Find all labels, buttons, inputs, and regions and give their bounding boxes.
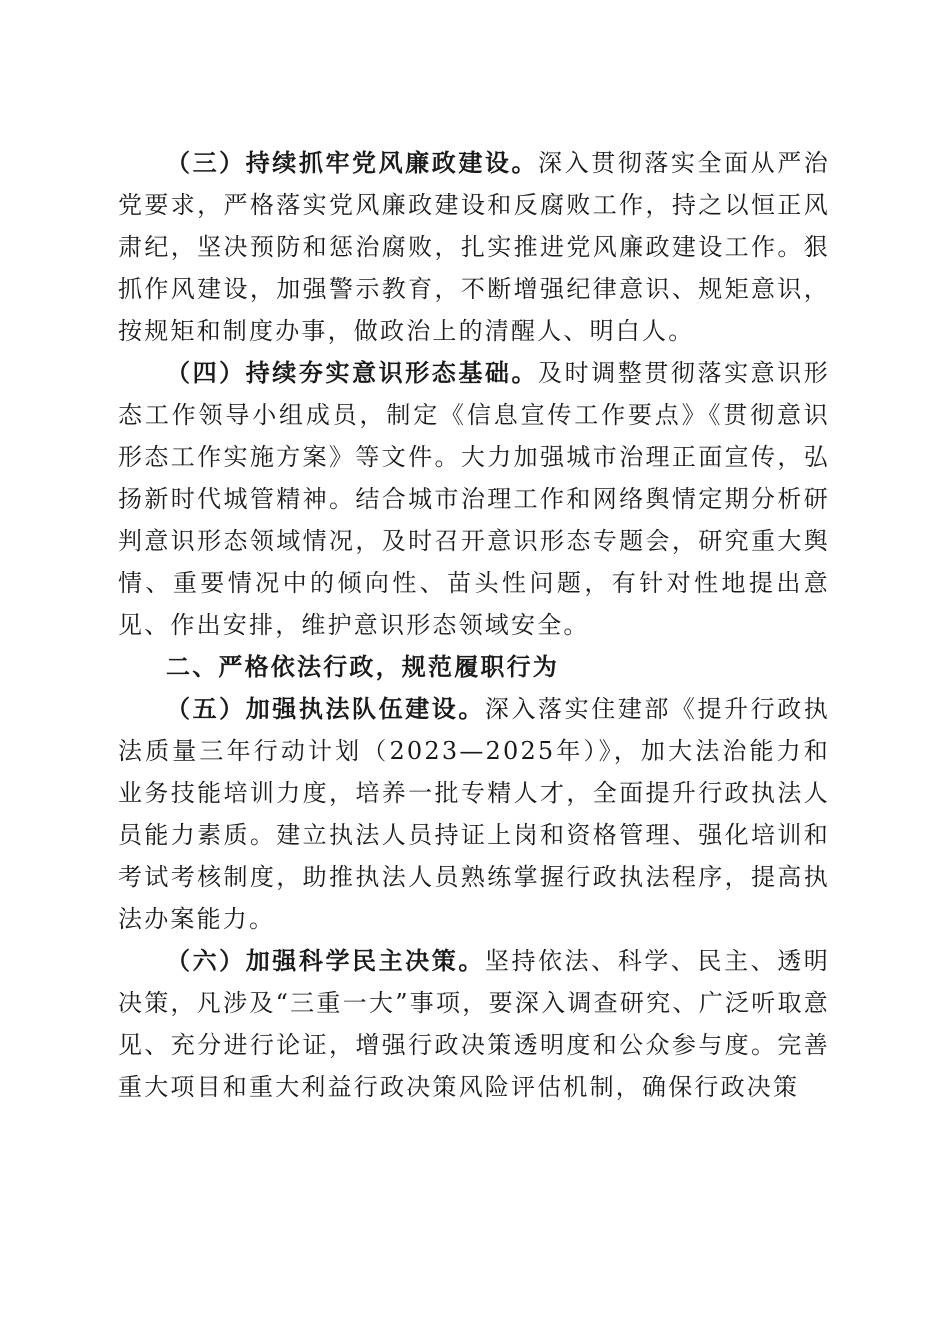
section-heading: 二、严格依法行政，规范履职行为: [166, 653, 559, 681]
paragraph-5: [118, 688, 830, 940]
paragraph-6-lead: （六）加强科学民主决策。: [166, 947, 485, 975]
paragraph-3: [118, 142, 830, 352]
paragraph-3-lead: （三）持续抓牢党风廉政建设。: [166, 149, 539, 177]
paragraph-4-lead: （四）持续夯实意识形态基础。: [166, 359, 539, 387]
paragraph-4-text: 及时调整贯彻落实意识形态工作领导小组成员，制定《信息宣传工作要点》《贯彻意识形态工作实施方案》等文件。大力加强城市治理正面宣传，弘扬新时代城管精神。结合城市治理工作和网络舆情定期分析研判意识形态领域情况，及时召开意识形态专题会，研究重大舆情、重要情况中的倾向性、苗头性问题，有针对性地提出意见、作出安排，维护意识形态领域安全。: [118, 359, 830, 639]
paragraph-4: [118, 352, 830, 646]
paragraph-5-lead: （五）加强执法队伍建设。: [166, 695, 485, 723]
paragraph-5-text: 深入落实住建部《提升行政执法质量三年行动计划（2023—2025年）》，加大法治能力和业务技能培训力度，培养一批专精人才，全面提升行政执法人员能力素质。建立执法人员持证上岗和资格管理、强化培训和考试考核制度，助推执法人员熟练掌握行政执法程序，提高执法办案能力。: [118, 695, 830, 933]
paragraph-3-text: 深入贯彻落实全面从严治党要求，严格落实党风廉政建设和反腐败工作，持之以恒正风肃纪，坚决预防和惩治腐败，扎实推进党风廉政建设工作。狠抓作风建设，加强警示教育，不断增强纪律意识、规矩意识，按规矩和制度办事，做政治上的清醒人、明白人。: [118, 149, 830, 345]
document-body: [118, 142, 830, 1108]
paragraph-6: [118, 940, 830, 1108]
paragraph-6-text: 坚持依法、科学、民主、透明决策，凡涉及“三重一大”事项，要深入调查研究、广泛听取意见、充分进行论证，增强行政决策透明度和公众参与度。完善重大项目和重大利益行政决策风险评估机制，确保行政决策: [118, 947, 830, 1101]
